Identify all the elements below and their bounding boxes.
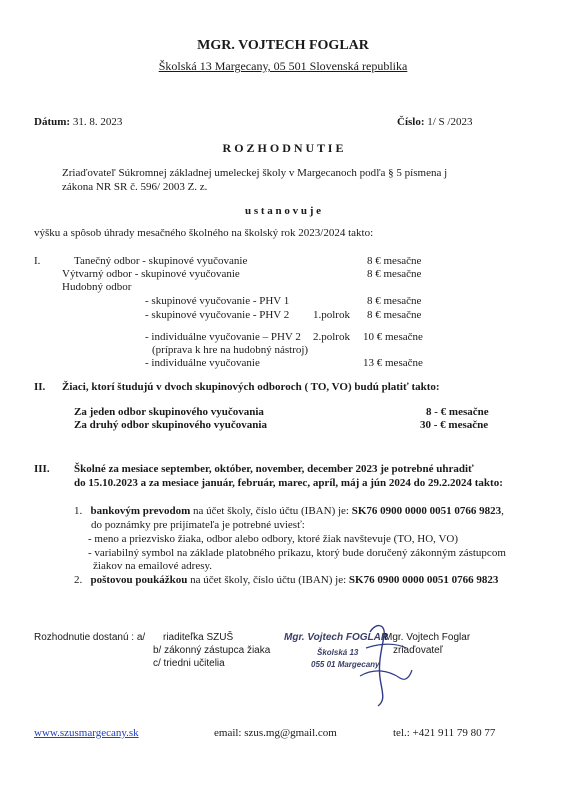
intro-line-2: zákona NR SR č. 596/ 2003 Z. z. bbox=[62, 181, 208, 193]
section-2-heading: Žiaci, ktorí študujú v dvoch skupinových odboroch ( TO, VO) budú platiť takto: bbox=[62, 381, 440, 393]
section-1-amount: 8 € mesačne bbox=[367, 295, 422, 307]
section-1-line: (príprava k hre na hudobný nástroj) bbox=[152, 344, 309, 356]
recipient-a: riaditeľka SZUŠ bbox=[163, 632, 234, 643]
section-1-line: - individuálne vyučovanie bbox=[145, 357, 260, 369]
signatory-name: Mgr. Vojtech Foglar bbox=[384, 632, 471, 643]
letterhead-name: MGR. VOJTECH FOGLAR bbox=[197, 38, 369, 53]
number-label: Číslo: bbox=[397, 116, 425, 128]
section-1-line: - skupinové vyučovanie - PHV 2 bbox=[145, 309, 290, 321]
stamp-line-3: 055 01 Margecany bbox=[311, 660, 380, 669]
note-intro: do poznámky pre prijímateľa je potrebné uviesť: bbox=[91, 519, 305, 531]
option-text: na účet školy, číslo účtu (IBAN) je: bbox=[187, 574, 349, 586]
recipients-label: Rozhodnutie dostanú : a/ bbox=[34, 632, 146, 643]
section-1-line: - skupinové vyučovanie - PHV 1 bbox=[145, 295, 290, 307]
section-2-row-label: Za druhý odbor skupinového vyučovania bbox=[74, 419, 267, 431]
intro-line-1: Zriaďovateľ Súkromnej základnej umeleckej školy v Margecanoch podľa § 5 písmena j bbox=[62, 167, 448, 179]
iban: SK76 0900 0000 0051 0766 9823 bbox=[351, 505, 502, 517]
ustanovuje-heading: u s t a n o v u j e bbox=[244, 205, 322, 217]
section-3-heading-1: Školné za mesiace september, október, november, december 2023 je potrebné uhradiť bbox=[74, 463, 474, 475]
recipient-c: c/ triedni učitelia bbox=[153, 658, 225, 669]
section-1-line: Výtvarný odbor - skupinové vyučovanie bbox=[62, 268, 240, 280]
date-value: 31. 8. 2023 bbox=[72, 116, 123, 128]
date-line bbox=[34, 116, 122, 128]
section-3-numeral: III. bbox=[34, 463, 50, 475]
option-number: 2. bbox=[74, 574, 83, 586]
scope-line: výšku a spôsob úhrady mesačného školného na školský rok 2023/2024 takto: bbox=[34, 227, 374, 239]
section-1-line: Hudobný odbor bbox=[62, 281, 132, 293]
note-line: - variabilný symbol na základe platobného príkazu, ktorý bude doručený zákonným zástupcom bbox=[88, 547, 506, 559]
iban: SK76 0900 0000 0051 0766 9823 bbox=[348, 574, 499, 586]
signatory-role: zriaďovateľ bbox=[393, 645, 443, 656]
number-line bbox=[397, 116, 472, 128]
section-1-amount: 8 € mesačne bbox=[367, 268, 422, 280]
section-1-amount: 13 € mesačne bbox=[363, 357, 423, 369]
recipient-b: b/ zákonný zástupca žiaka bbox=[153, 645, 271, 656]
punctuation: , bbox=[501, 505, 504, 517]
option-number: 1. bbox=[74, 505, 83, 517]
section-1-term: 2.polrok bbox=[313, 331, 350, 343]
option-text: na účet školy, číslo účtu (IBAN) je: bbox=[190, 505, 352, 517]
note-line: žiakov na emailové adresy. bbox=[93, 560, 213, 572]
section-2-row-amount: 30 - € mesačne bbox=[420, 419, 489, 431]
section-1-numeral: I. bbox=[34, 255, 41, 267]
section-3-heading-2: do 15.10.2023 a za mesiace január, február, marec, apríl, máj a jún 2024 do 29.2.2024 takto: bbox=[74, 477, 503, 489]
option-method: bankovým prevodom bbox=[90, 505, 191, 517]
stamp-line-1: Mgr. Vojtech FOGLAR bbox=[284, 632, 389, 643]
payment-option-1 bbox=[74, 505, 504, 517]
date-label: Dátum: bbox=[34, 116, 71, 128]
section-2-numeral: II. bbox=[34, 381, 46, 393]
stamp-line-2: Školská 13 bbox=[317, 648, 359, 657]
note-line: - meno a priezvisko žiaka, odbor alebo odbory, ktoré žiak navštevuje (TO, HO, VO) bbox=[88, 533, 459, 545]
section-1-amount: 8 € mesačne bbox=[367, 309, 422, 321]
section-1-amount: 8 € mesačne bbox=[367, 255, 422, 267]
letterhead-address: Školská 13 Margecany, 05 501 Slovenská republika bbox=[158, 59, 408, 73]
footer-email: email: szus.mg@gmail.com bbox=[214, 727, 337, 739]
payment-option-2 bbox=[74, 574, 498, 586]
section-2-row-label: Za jeden odbor skupinového vyučovania bbox=[74, 406, 264, 418]
section-1-term: 1.polrok bbox=[313, 309, 350, 321]
document-title: R O Z H O D N U T I E bbox=[222, 141, 344, 155]
number-value: 1/ S /2023 bbox=[427, 116, 473, 128]
section-1-amount: 10 € mesačne bbox=[363, 331, 423, 343]
option-method: poštovou poukážkou bbox=[90, 574, 188, 586]
footer-phone: tel.: +421 911 79 80 77 bbox=[393, 727, 496, 739]
website-link[interactable]: www.szusmargecany.sk bbox=[34, 727, 139, 739]
section-1-line: - individuálne vyučovanie – PHV 2 bbox=[145, 331, 301, 343]
section-1-line: Tanečný odbor - skupinové vyučovanie bbox=[74, 255, 248, 267]
section-2-row-amount: 8 - € mesačne bbox=[426, 406, 489, 418]
